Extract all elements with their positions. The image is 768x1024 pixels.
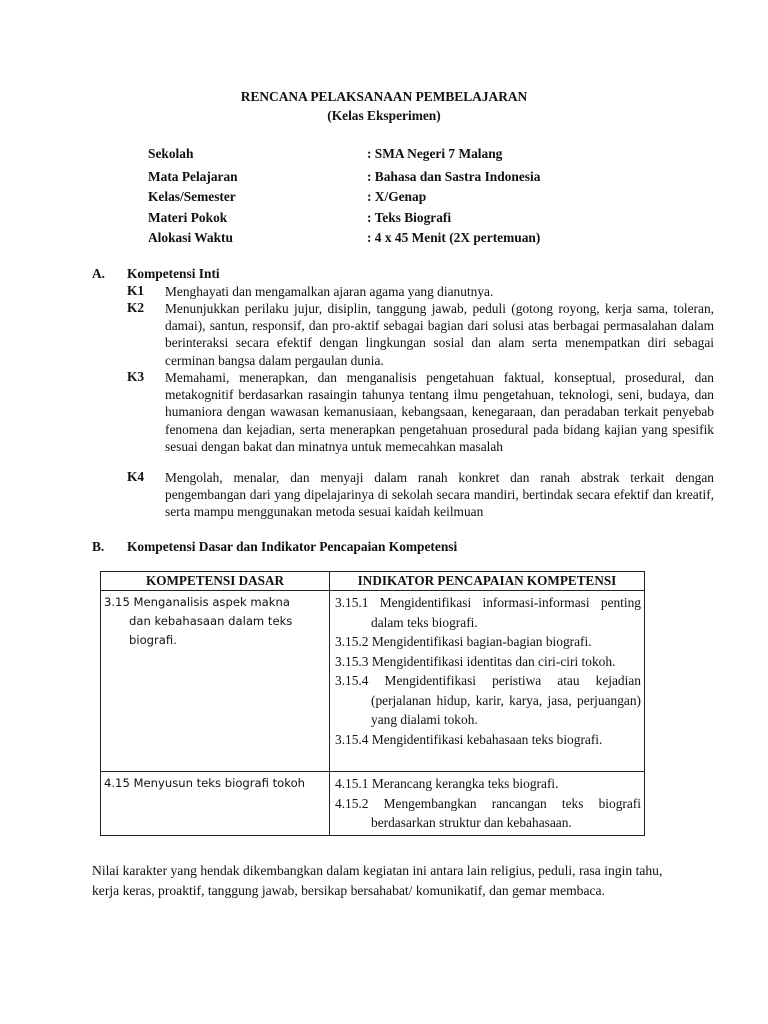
k4-text: Mengolah, menalar, dan menyaji dalam ranah konkret dan ranah abstrak terkait dengan pengembangan dari yang dipelajarinya di sekolah secara mandiri, bertindak secara efektif dan kreatif, serta mampu menggunakan metoda sesuai kaidah keilmuan [165,470,714,520]
table-row [101,591,645,772]
page-title: RENCANA PELAKSANAAN PEMBELAJARAN [240,89,528,104]
k4-code: K4 [127,469,145,484]
info-label-kelas-semester: Kelas/Semester [148,189,236,204]
indicator-item: 3.15.4 Mengidentifikasi peristiwa atau kejadian (perjalanan hidup, karir, karya, jasa, perjuangan) yang dialami tokoh. [335,673,641,727]
info-value-materi-pokok: : Teks Biografi [367,210,452,225]
indicator-item: 3.15.2 Mengidentifikasi bagian-bagian biografi. [335,634,592,649]
k1-text: Menghayati dan mengamalkan ajaran agama yang dianutnya. [165,284,494,299]
competency-table [100,571,645,836]
header-indikator: INDIKATOR PENCAPAIAN KOMPETENSI [330,572,645,591]
k3-code: K3 [127,369,145,384]
kd-cell [101,772,330,836]
kd-text: biografi. [129,633,177,647]
section-a-title: Kompetensi Inti [127,266,220,281]
indicator-item: 3.15.3 Mengidentifikasi identitas dan ciri-ciri tokoh. [335,653,616,669]
info-value-alokasi-waktu: : 4 x 45 Menit (2X pertemuan) [367,230,541,245]
header-kompetensi-dasar: KOMPETENSI DASAR [101,572,330,591]
info-label-sekolah: Sekolah [148,146,194,161]
section-b-title: Kompetensi Dasar dan Indikator Pencapaian Kompetensi [127,539,458,554]
k2-text: Menunjukkan perilaku jujur, disiplin, tanggung jawab, peduli (gotong royong, kerja sama, toleran, damai), santun, responsif, dan pro-aktif sebagai bagian dari solusi atas berbagai permasalahan dalam berinteraksi secara efektif dengan lingkungan sosial dan alam serta menempatkan diri sebagai cerminan bangsa dalam pergaulan dunia. [165,301,714,368]
info-label-materi-pokok: Materi Pokok [148,210,228,225]
k2-code: K2 [127,300,145,315]
indicator-cell [330,591,645,772]
k1-code: K1 [127,283,145,298]
info-label-mata-pelajaran: Mata Pelajaran [148,169,238,184]
closing-paragraph: Nilai karakter yang hendak dikembangkan dalam kegiatan ini antara lain religius, peduli, rasa ingin tahu, kerja keras, proaktif, tanggung jawab, bersikap bersahabat/ komunikatif, dan gemar membaca. [92,863,663,898]
section-a-letter: A. [92,266,106,281]
table-header-row [101,572,645,591]
kd-text: 4.15 Menyusun teks biografi tokoh [104,776,306,790]
indicator-item: 4.15.2 Mengembangkan rancangan teks biografi berdasarkan struktur dan kebahasaan. [335,795,641,830]
kd-text: 3.15 Menganalisis aspek makna [104,595,290,609]
indicator-cell [330,772,645,836]
info-value-sekolah: : SMA Negeri 7 Malang [367,146,503,161]
page-subtitle: (Kelas Eksperimen) [327,108,441,123]
kd-text: dan kebahasaan dalam teks [129,614,293,628]
info-label-alokasi-waktu: Alokasi Waktu [148,230,233,245]
info-value-mata-pelajaran: : Bahasa dan Sastra Indonesia [367,169,541,184]
info-value-kelas-semester: : X/Genap [367,189,427,204]
indicator-item: 3.15.1 Mengidentifikasi informasi-informasi penting dalam teks biografi. [335,595,641,630]
kd-cell [101,591,330,772]
section-b-letter: B. [92,539,105,554]
table-row [101,772,645,836]
indicator-item: 4.15.1 Merancang kerangka teks biografi. [335,776,559,791]
indicator-item: 3.15.4 Mengidentifikasi kebahasaan teks biografi. [335,731,603,747]
k3-text: Memahami, menerapkan, dan menganalisis pengetahuan faktual, konseptual, prosedural, dan metakognitif berdasarkan rasaingin tahunya tentang ilmu pengetahuan, teknologi, seni, budaya, dan humaniora dengan wawasan kemanusiaan, kebangsaan, kenegaraan, dan peradaban terkait penyebab fenomena dan kejadian, serta menerapkan pengetahuan prosedural pada bidang kajian yang spesifik sesuai dengan bakat dan minatnya untuk memecahkan masalah [165,370,714,454]
